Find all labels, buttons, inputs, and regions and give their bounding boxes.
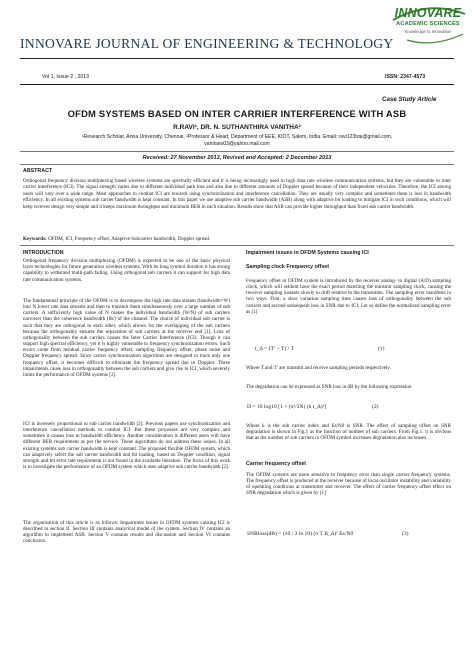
- keywords-line: [23, 236, 451, 243]
- abstract-rule: [20, 245, 454, 246]
- abstract-heading: ABSTRACT: [23, 168, 53, 174]
- keywords-text: OFDM, ICI, Frequency offset, Adaptive Subcarrier bandwidth, Doppler spread.: [48, 236, 211, 242]
- carrier-offset-paragraph: The OFDM systems are more sensitive to frequency error than single carrier frequency systems. The frequency offset is produced at the receiver because of local oscillator instability and variability of operating conditions at transmitter and receiver. The effect of carrier frequency offset effect on SNR degradation which is given by [1]: [246, 472, 451, 497]
- intro-paragraph-3: ICI is inversely proportional to sub carrier bandwidth [2]. Previous papers use synchronization and interference cancellation methods to combat ICI. But these processes are very complex and sometimes it causes loss in bandwidth efficiency. Another consideration is different users will have different BER requirement as per the service. These algorithms do not address these issues. In all existing systems sub carrier bandwidth is kept constant. The proposed flexible OFDM system, which can adaptively select the sub carrier bandwidth and bit loading, based on Doppler condition, signal strength and bit error rate requirement is not found in the available literature. The focus of this work is to investigate the performance of an OFDM system which uses adaptive sub carrier bandwidth [2].: [23, 421, 230, 471]
- periods-paragraph: Where T and T′ are transmit and receive sampling periods respectively.: [246, 365, 391, 371]
- authors: R.RAVI¹, DR. N. SUTHANTHIRA VANITHA²: [173, 124, 301, 131]
- journal-name: INNOVARE JOURNAL OF ENGINEERING & TECHNOLOGY: [20, 36, 394, 51]
- article-type: Case Study Article: [382, 96, 437, 103]
- degradation-paragraph: The degradation can be expressed as SNR loss in dB by the following expression: [246, 384, 412, 390]
- keywords-label: Keywords:: [23, 236, 47, 242]
- sampling-paragraph: Frequency offset in OFDM system is introduced by the receiver analog- to digital (A/D) sampling clock, which will seldom have the exact period matching the transmit sampling clock, causing the receiver sampling instants slowly to drift relative to the transmitter. The sampling error manifests in two ways. First, a slow variation sampling time causes loss of orthogonality between the sub carriers and second subsequent loss in SNR due to ICI. Let us define the normalized sampling error as [1]: [246, 278, 451, 315]
- affiliation-line-1: ¹Research Scholar, Anna University, Chennai, ²Professor & Head, Department of EEE, KIOT, Salem, India. Email: ravi123trai@gmail.com,: [81, 134, 393, 140]
- title-rule: [20, 151, 454, 152]
- paper-title: OFDM SYSTEMS BASED ON INTER CARRIER INTERFERENCE WITH ASB: [67, 108, 407, 119]
- snr-effect-paragraph: Where k is the sub carrier index and Es/N0 is SNR. The effect of sampling offset on SNR degradation is shown in Fig.1 as the function of number of sub carriers. From Fig.1. it is obvious that as the number of sub carriers in OFDM symbol increases degradation also increases.: [246, 423, 451, 442]
- carrier-offset-heading: Carrier frequency offset: [246, 461, 307, 467]
- affiliation-line-2: vanitaes03@yahoo.mail.com: [204, 141, 270, 147]
- intro-paragraph-1: Orthogonal frequency division multiplexing (OFDM) is expected to be one of the basic physical layer technologies for future generation wireless systems. With its long symbol duration it has strong capability to withstand multi-path fading. Using orthogonal sub carriers it can support for high data rate communication systems.: [23, 258, 230, 283]
- received-dates: Received: 27 November 2013, Revised and Accepted: 2 December 2013: [142, 155, 332, 161]
- meta-rule: [20, 84, 454, 85]
- intro-paragraph-2: The fundamental principle of the OFDM is to decompose the high rate data stream (bandwidth=W) into N lower rate data streams and then to transmit them simultaneously over a large number of sub carriers. A sufficiently high value of N makes the individual bandwidth (W/N) of sub carriers narrower than the coherence bandwidth (Bc) of the channel. The choice of individual sub carrier is such that they are orthogonal to each other, which allows for the overlapping of the sub carriers because the orthogonality ensures the separation of sub carriers at the receiver end [1]. Loss of orthogonality between the sub carriers causes the Inter Carrier Interference (ICI). Though it can support high spectral efficiency, yet it is highly vulnerable to frequency synchronization errors. Such errors come from residual carrier frequency offset, sampling frequency offset, phase noise and Doppler frequency spread. Since carrier synchronization algorithms are designed to track only one frequency offset, it becomes difficult to eliminate the frequency spread due to Doppler. These impairments cause loss in orthogonality between the sub carriers and give rise to ICI, which severely limits the performance of OFDM systems [2].: [23, 298, 230, 378]
- logo-name: INNOVARE: [394, 6, 462, 20]
- logo-subtitle: ACADEMIC SCIENCES: [396, 21, 460, 27]
- introduction-heading: INTRODUCTION: [23, 250, 64, 256]
- volume-issue: Vol 1, Issue 2 , 2013: [42, 74, 90, 80]
- logo-tagline: Knowledge to Innovation: [404, 29, 452, 34]
- journal-logo: [389, 4, 467, 50]
- equation-1: t_Δ = (T′ − T) / T: [255, 346, 294, 352]
- equation-3: SNRloss(dB) = (10 / 3 ln 10) (π T B_Δ)² Es/N0: [247, 531, 354, 537]
- dates-rule: [20, 164, 454, 165]
- equation-2-number: (2): [372, 404, 379, 410]
- issn: ISSN: 2347-4573: [385, 74, 426, 80]
- intro-paragraph-4: The organization of this article is as follows: Impairment issues in OFDM systems causing ICI is described in section II. Section III contains analytical model of the system. Section IV contains an algorithm to implement ASB. Section V contains results and discussion and Section VI contains conclusion.: [23, 520, 230, 545]
- impairment-heading: Impairment issues in OFDM Systems causing ICI: [246, 250, 369, 256]
- sampling-offset-heading: Sampling clock Frequency offset: [246, 264, 330, 270]
- equation-3-number: (3): [402, 531, 409, 537]
- abstract-text: Orthogonal frequency division multiplexing based wireless systems are spectrally efficient and it is being increasingly used in high data rate wireless communication systems, but they are vulnerable to inter carrier interference (ICI). The signal strength varies due to different individual path loss and also due to different amounts of Doppler spread because of their independent velocities. Therefore, the ICI among users will vary over a wide range. Most approaches to combat ICI are towards using synchronization and interference cancellation. They are usually very complex and sometimes there is loss in bandwidth efficiency. In all existing systems sub carrier bandwidth is kept constant. In this paper we use adaptive sub carrier bandwidth (ASB) along with adaptive bit loading to mitigate ICI in such conditions, which will keep receiver design very simple and it keeps maximum throughput and minimum BER in each situation. Results show that ASB can provide higher throughput than fixed sub carrier bandwidth.: [23, 178, 451, 210]
- equation-1-number: (1): [378, 346, 385, 352]
- header-rule: [20, 58, 454, 59]
- equation-2: D = 10 log10 [1 + (π²/3N) (k t_Δ)²]: [247, 404, 327, 410]
